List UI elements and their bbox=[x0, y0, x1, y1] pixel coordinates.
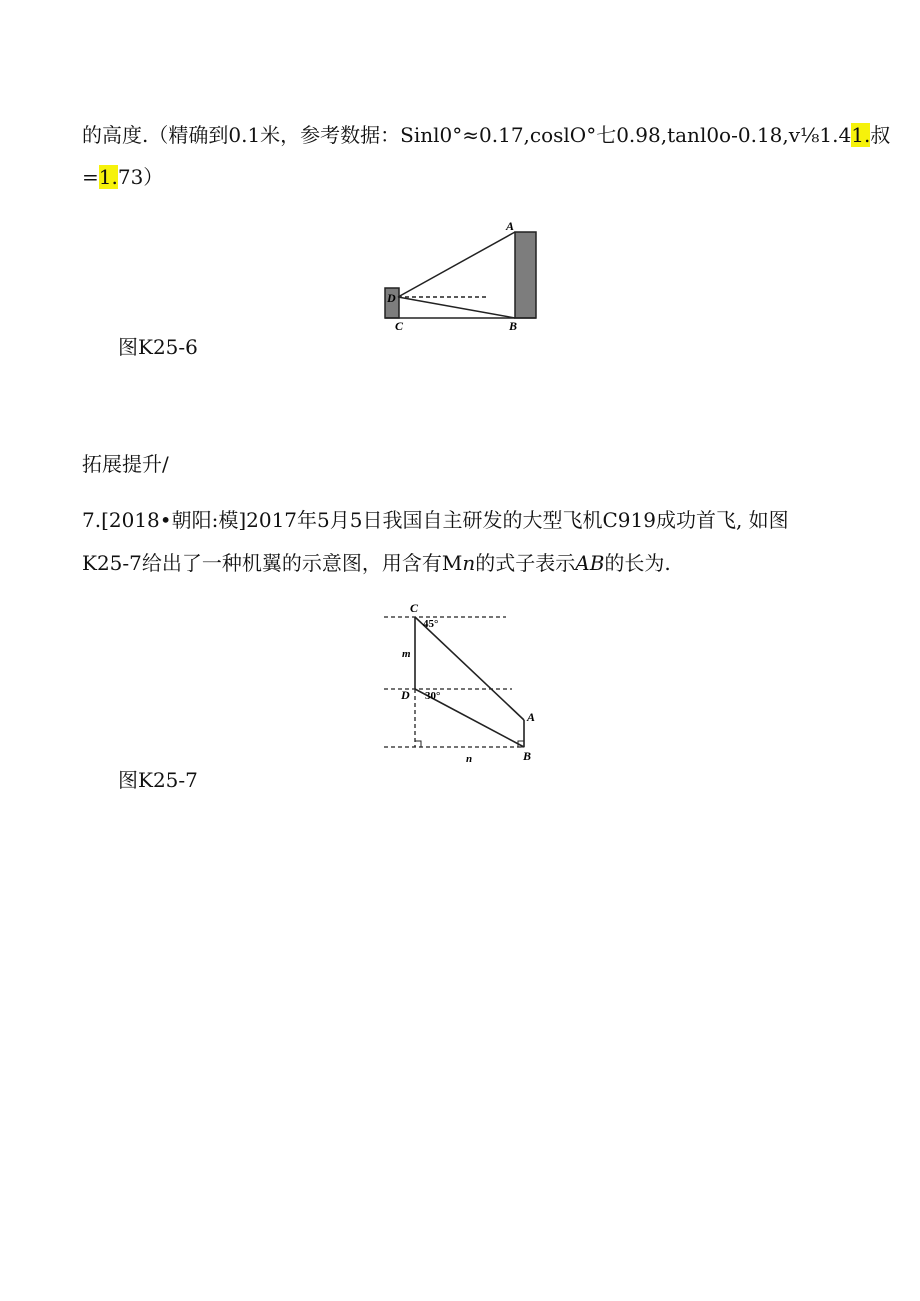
label-b: B bbox=[523, 749, 532, 763]
label-d: D bbox=[387, 291, 396, 305]
label-b: B bbox=[509, 319, 518, 333]
figure-k25-6 bbox=[378, 218, 548, 336]
figure-caption-k25-7: 图K25-7 bbox=[118, 768, 198, 792]
label-a: A bbox=[527, 710, 536, 724]
label-m: m bbox=[402, 648, 411, 660]
label-n: n bbox=[466, 753, 473, 765]
problem-6-text-line-2: =1.73） bbox=[82, 165, 164, 189]
figure-caption-k25-6: 图K25-6 bbox=[118, 335, 198, 359]
highlight-mark: 1. bbox=[98, 165, 118, 189]
figure-k25-7 bbox=[378, 600, 548, 768]
problem-7-text-line-2: K25-7给出了一种机翼的示意图，用含有Mn的式子表示AB的长为. bbox=[82, 551, 671, 575]
line-da bbox=[398, 232, 515, 297]
label-a: A bbox=[506, 219, 515, 233]
section-heading: 拓展提升/ bbox=[82, 452, 169, 476]
highlight-mark: 1. bbox=[851, 123, 871, 147]
label-c: C bbox=[395, 319, 404, 333]
label-c: C bbox=[410, 601, 419, 615]
label-angle-d: 30° bbox=[425, 690, 441, 702]
right-angle-mark-left bbox=[415, 741, 421, 747]
problem-7-text-line-1: 7.[2018•朝阳:模]2017年5月5日我国自主研发的大型飞机C919成功首飞, 如图 bbox=[82, 508, 789, 532]
building-ab bbox=[515, 232, 536, 318]
segment-ca bbox=[415, 617, 524, 720]
problem-6-text-line-1: 的高度.（精确到0.1米，参考数据：Sinl0°≈0.17,coslO°七0.98,tanl0o-0.18,v⅛1.41.叔 bbox=[82, 123, 891, 147]
line-db bbox=[398, 297, 515, 318]
label-angle-c: 45° bbox=[423, 618, 439, 630]
label-d: D bbox=[401, 688, 410, 702]
